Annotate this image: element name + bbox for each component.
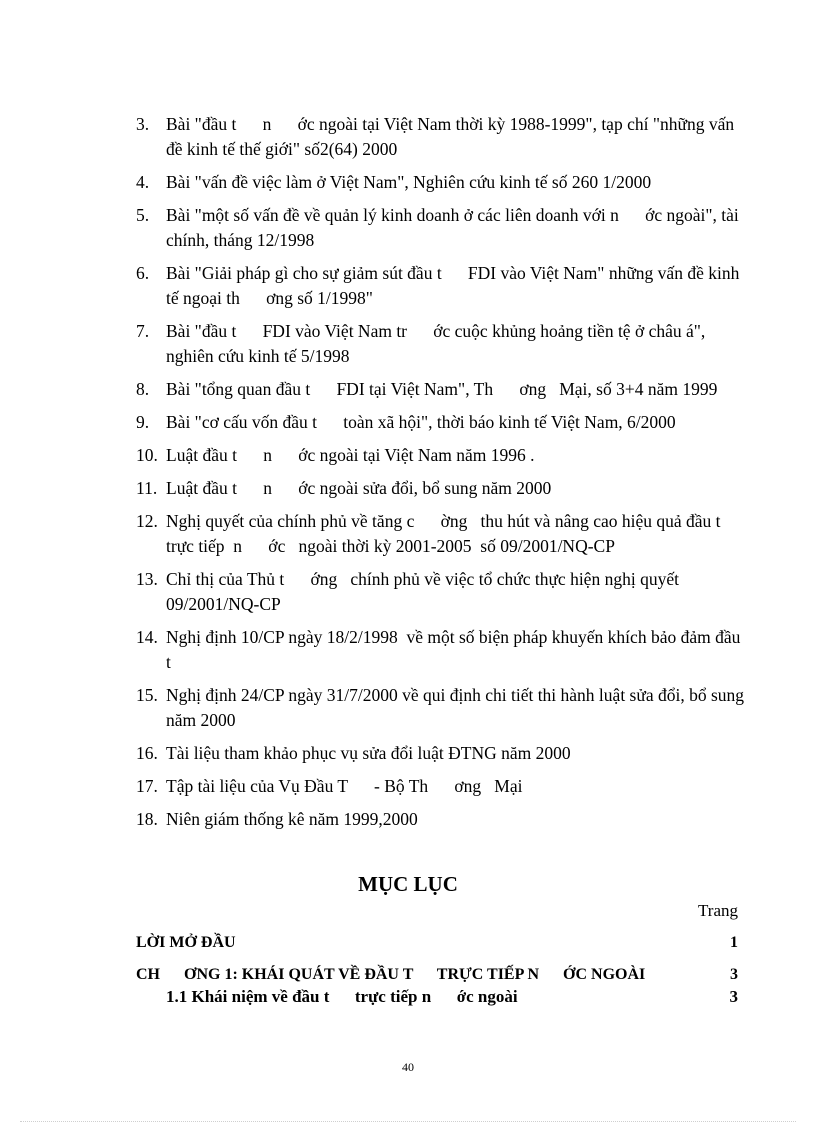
reference-number: 15. [136, 685, 158, 705]
reference-item [136, 683, 749, 733]
reference-number: 9. [136, 412, 150, 432]
reference-text: Bài "đầu t FDI vào Việt Nam tr ớc cuộc khủng hoảng tiền tệ ở châu á", nghiên cứu kinh tế 5/1998 [166, 321, 710, 366]
toc-entry [136, 934, 738, 952]
toc-entry-text: LỜI MỞ ĐẦU [136, 934, 236, 951]
reference-number: 6. [136, 263, 150, 283]
reference-item [136, 741, 746, 766]
toc-entry [166, 987, 738, 1007]
reference-item [136, 807, 746, 832]
reference-number: 11. [136, 478, 158, 498]
reference-text: Bài "đầu t n ớc ngoài tại Việt Nam thời kỳ 1988-1999", tạp chí "những vấn đề kinh tế thế giới" số2(64) 2000 [166, 114, 739, 159]
reference-number: 13. [136, 569, 158, 589]
toc-entry-page: 3 [730, 966, 738, 983]
reference-number: 10. [136, 445, 158, 465]
reference-text: Bài "cơ cấu vốn đầu t toàn xã hội", thời báo kinh tế Việt Nam, 6/2000 [166, 412, 676, 432]
reference-text: Bài "tổng quan đầu t FDI tại Việt Nam", Th ơng Mại, số 3+4 năm 1999 [166, 379, 718, 399]
reference-item [136, 319, 746, 369]
reference-item [136, 377, 746, 402]
reference-number: 12. [136, 511, 158, 531]
toc-title: MỤC LỤC [358, 872, 458, 896]
reference-number: 7. [136, 321, 150, 341]
reference-item [136, 443, 746, 468]
reference-number: 8. [136, 379, 150, 399]
reference-item [136, 410, 746, 435]
toc-entry-page: 3 [729, 987, 738, 1006]
reference-text: Bài "Giải pháp gì cho sự giảm sút đầu t FDI vào Việt Nam" những vấn đề kinh tế ngoại th ơng số 1/1998" [166, 263, 744, 308]
page-bottom-divider [20, 1121, 796, 1122]
reference-item [136, 625, 746, 675]
reference-item [136, 170, 746, 195]
reference-text: Luật đầu t n ớc ngoài sửa đổi, bổ sung năm 2000 [166, 478, 552, 498]
reference-item [136, 112, 746, 162]
reference-item [136, 774, 746, 799]
reference-number: 17. [136, 776, 158, 796]
reference-number: 3. [136, 114, 150, 134]
reference-text: Tập tài liệu của Vụ Đầu T - Bộ Th ơng Mại [166, 776, 523, 796]
reference-list [136, 112, 749, 832]
page-number: 40 [402, 1060, 414, 1074]
toc-entry-text: 1.1 Khái niệm về đầu t trực tiếp n ớc ngoài [166, 987, 518, 1006]
reference-text: Bài "vấn đề việc làm ở Việt Nam", Nghiên cứu kinh tế số 260 1/2000 [166, 172, 652, 192]
reference-text: Chỉ thị của Thủ t ớng chính phủ về việc tổ chức thực hiện nghị quyết 09/2001/NQ-CP [166, 569, 684, 614]
reference-item [136, 476, 746, 501]
reference-number: 14. [136, 627, 158, 647]
reference-item [136, 509, 746, 559]
reference-item [136, 261, 746, 311]
reference-text: Nghị định 10/CP ngày 18/2/1998 về một số biện pháp khuyến khích bảo đảm đầu t [166, 627, 745, 672]
reference-item [136, 203, 746, 253]
reference-number: 16. [136, 743, 158, 763]
reference-text: Nghị quyết của chính phủ về tăng c ờng thu hút và nâng cao hiệu quả đầu t trực tiếp n ớc ngoài thời kỳ 2001-2005 số 09/2001/NQ-CP [166, 511, 747, 556]
toc-entry-text: CH ƠNG 1: KHÁI QUÁT VỀ ĐẦU T TRỰC TIẾP N ỚC NGOÀI [136, 966, 646, 983]
reference-number: 4. [136, 172, 150, 192]
reference-number: 18. [136, 809, 158, 829]
reference-text: Nghị định 24/CP ngày 31/7/2000 về qui định chi tiết thi hành luật sửa đổi, bổ sung năm 2000 [166, 685, 749, 730]
toc-entry [136, 966, 738, 984]
reference-number: 5. [136, 205, 150, 225]
reference-text: Bài "một số vấn đề về quản lý kinh doanh ở các liên doanh với n ớc ngoài", tài chính, tháng 12/1998 [166, 205, 744, 250]
reference-item [136, 567, 746, 617]
toc-page-header: Trang [698, 901, 738, 920]
toc-entry-page: 1 [730, 934, 738, 951]
reference-text: Luật đầu t n ớc ngoài tại Việt Nam năm 1996 . [166, 445, 535, 465]
reference-text: Niên giám thống kê năm 1999,2000 [166, 809, 418, 829]
reference-text: Tài liệu tham khảo phục vụ sửa đổi luật ĐTNG năm 2000 [166, 743, 571, 763]
